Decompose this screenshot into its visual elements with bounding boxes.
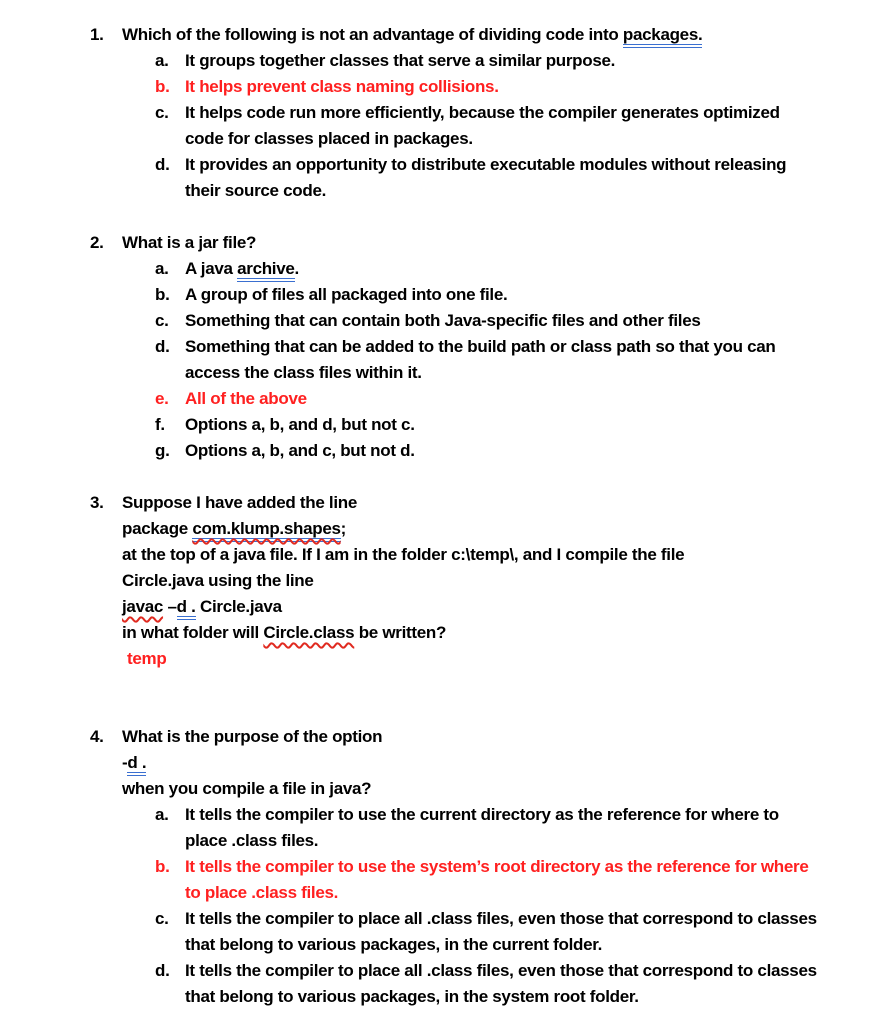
option-text: It helps prevent class naming collisions. [185, 77, 499, 96]
body-text: ; [340, 519, 346, 538]
option-1b-answer [155, 74, 822, 100]
option-text: It tells the compiler to use the current directory as the reference for where to place .class files. [185, 805, 779, 850]
body-line [122, 620, 822, 646]
option-letter: a. [155, 259, 169, 278]
answer-text: temp [127, 649, 167, 668]
option-1c [155, 100, 822, 152]
grammar-check-underlined-text: packages. [623, 25, 703, 48]
option-text-pre: A java [185, 259, 238, 278]
option-4d [155, 958, 822, 1010]
option-letter: f. [155, 415, 165, 434]
question-body [122, 490, 822, 672]
option-letter: c. [155, 909, 169, 928]
question-prompt: What is a jar file? [122, 233, 257, 252]
option-text: Options a, b, and d, but not c. [185, 415, 415, 434]
option-text: It groups together classes that serve a similar purpose. [185, 51, 616, 70]
question-prompt [122, 22, 822, 48]
grammar-check-underlined-text: d . [127, 753, 146, 776]
option-text: Options a, b, and c, but not d. [185, 441, 415, 460]
option-letter: d. [155, 961, 170, 980]
spell-check-underlined-text: javac [122, 597, 164, 616]
option-text: It tells the compiler to use the system’s root directory as the reference for where to place .class files. [185, 857, 809, 902]
option-1a [155, 48, 822, 74]
body-line: at the top of a java file. If I am in the folder c:\temp\, and I compile the file [122, 545, 685, 564]
option-letter: g. [155, 441, 170, 460]
grammar-check-underlined-text: d . [177, 597, 196, 620]
grammar-check-underlined-text: archive [237, 259, 294, 282]
body-text: package [122, 519, 193, 538]
option-2d [155, 334, 822, 386]
options-list [155, 48, 822, 204]
question-body [122, 22, 822, 204]
option-2f [155, 412, 822, 438]
option-text: A group of files all packaged into one file. [185, 285, 508, 304]
question-4 [90, 724, 878, 1010]
option-2a [155, 256, 822, 282]
options-list [155, 802, 822, 1010]
option-text: It provides an opportunity to distribute executable modules without releasing their source code. [185, 155, 787, 200]
option-letter: b. [155, 857, 170, 876]
option-letter: c. [155, 311, 169, 330]
option-letter: e. [155, 389, 169, 408]
question-number: 1. [90, 25, 104, 44]
option-text [185, 256, 822, 282]
question-number: 2. [90, 233, 104, 252]
code-line-flag [122, 750, 822, 776]
option-text: Something that can contain both Java-specific files and other files [185, 311, 701, 330]
body-text: be written? [354, 623, 447, 642]
question-2 [90, 230, 878, 464]
body-line: Circle.java using the line [122, 571, 314, 590]
option-text: All of the above [185, 389, 307, 408]
option-letter: b. [155, 77, 170, 96]
option-letter: c. [155, 103, 169, 122]
option-2b [155, 282, 822, 308]
option-text: It tells the compiler to place all .class files, even those that correspond to classes that belong to various packages, in the current folder. [185, 909, 817, 954]
option-letter: d. [155, 337, 170, 356]
option-2g [155, 438, 822, 464]
body-line: when you compile a file in java? [122, 779, 372, 798]
question-number: 3. [90, 493, 104, 512]
question-number: 4. [90, 727, 104, 746]
option-letter: b. [155, 285, 170, 304]
options-list [155, 256, 822, 464]
prompt-text: Which of the following is not an advantage of dividing code into [122, 25, 623, 44]
option-4a [155, 802, 822, 854]
option-2e-answer [155, 386, 822, 412]
option-text: Something that can be added to the build path or class path so that you can access the class files within it. [185, 337, 776, 382]
question-1 [90, 22, 878, 204]
body-text: Circle.java [195, 597, 282, 616]
body-text: - [122, 753, 128, 772]
question-body [122, 230, 822, 464]
spell-check-underlined-text: Circle.class [263, 623, 355, 642]
option-letter: a. [155, 805, 169, 824]
code-line-package [122, 516, 822, 542]
option-text: It tells the compiler to place all .class files, even those that correspond to classes that belong to various packages, in the system root folder. [185, 961, 817, 1006]
question-prompt: What is the purpose of the option [122, 727, 383, 746]
code-line-javac [122, 594, 822, 620]
option-letter: a. [155, 51, 169, 70]
spell-and-grammar-underlined-text: com.klump.shapes [192, 519, 340, 542]
option-text-post: . [294, 259, 299, 278]
body-text: – [163, 597, 177, 616]
option-1d [155, 152, 822, 204]
body-text: in what folder will [122, 623, 264, 642]
option-4c [155, 906, 822, 958]
question-3 [90, 490, 878, 672]
option-2c [155, 308, 822, 334]
option-letter: d. [155, 155, 170, 174]
option-4b-answer [155, 854, 822, 906]
question-body [122, 724, 822, 1010]
question-prompt: Suppose I have added the line [122, 493, 358, 512]
option-text: It helps code run more efficiently, because the compiler generates optimized code for classes placed in packages. [185, 103, 780, 148]
